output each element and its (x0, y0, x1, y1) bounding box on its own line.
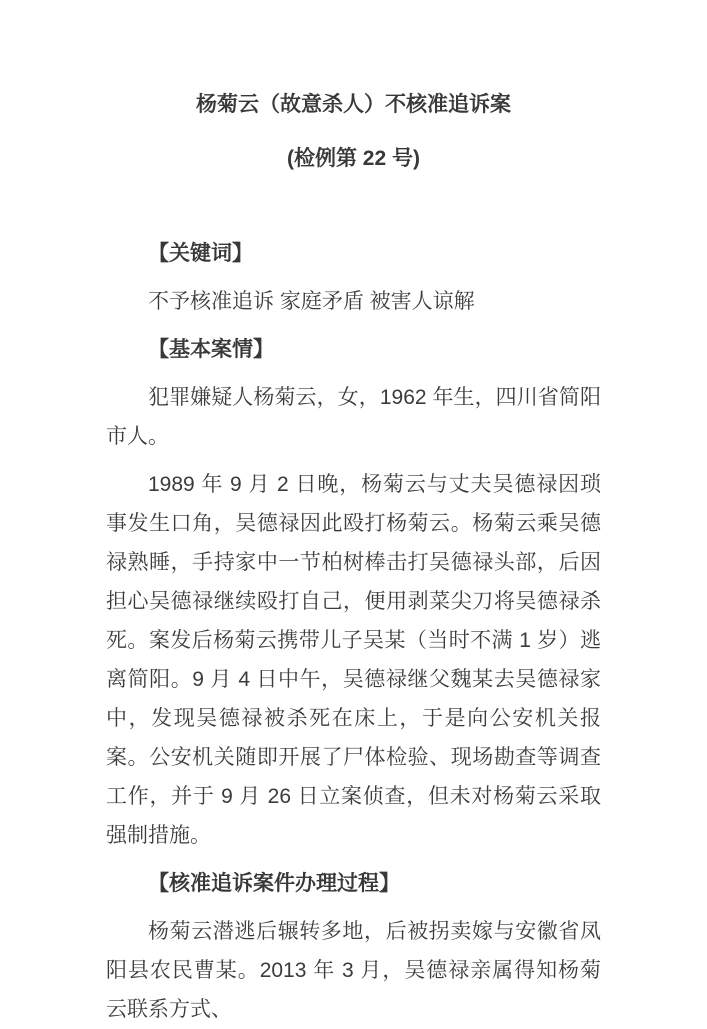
document-body (106, 178, 601, 1029)
paragraph-case-facts: 1989 年 9 月 2 日晚，杨菊云与丈夫吴德禄因琐事发生口角，吴德禄因此殴打杨菊云。杨菊云乘吴德禄熟睡，手持家中一节柏树棒击打吴德禄头部，后因担心吴德禄继续殴打自己，便用剥菜尖刀将吴德禄杀死。案发后杨菊云携带儿子吴某（当时不满 1 岁）逃离简阳。9 月 4 日中午，吴德禄继父魏某去吴德禄家中，发现吴德禄被杀死在床上，于是向公安机关报案。公安机关随即开展了尸体检验、现场勘查等调查工作，并于 9 月 26 日立案侦查，但未对杨菊云采取强制措施。 (106, 473, 601, 847)
document-title: 杨菊云（故意杀人）不核准追诉案 (196, 93, 511, 116)
paragraph-suspect-info: 犯罪嫌疑人杨菊云，女，1962 年生，四川省简阳市人。 (106, 386, 601, 448)
section-heading-basic-facts: 【基本案情】 (148, 338, 274, 361)
section-heading-approval-process: 【核准追诉案件办理过程】 (148, 872, 400, 895)
keywords-line: 不予核准追诉 家庭矛盾 被害人谅解 (148, 290, 475, 313)
paragraph-process: 杨菊云潜逃后辗转多地，后被拐卖嫁与安徽省凤阳县农民曹某。2013 年 3 月，吴德禄亲属得知杨菊云联系方式、 (106, 920, 601, 1021)
section-heading-keywords: 【关键词】 (148, 242, 253, 265)
case-number: (检例第 22 号) (286, 147, 420, 170)
